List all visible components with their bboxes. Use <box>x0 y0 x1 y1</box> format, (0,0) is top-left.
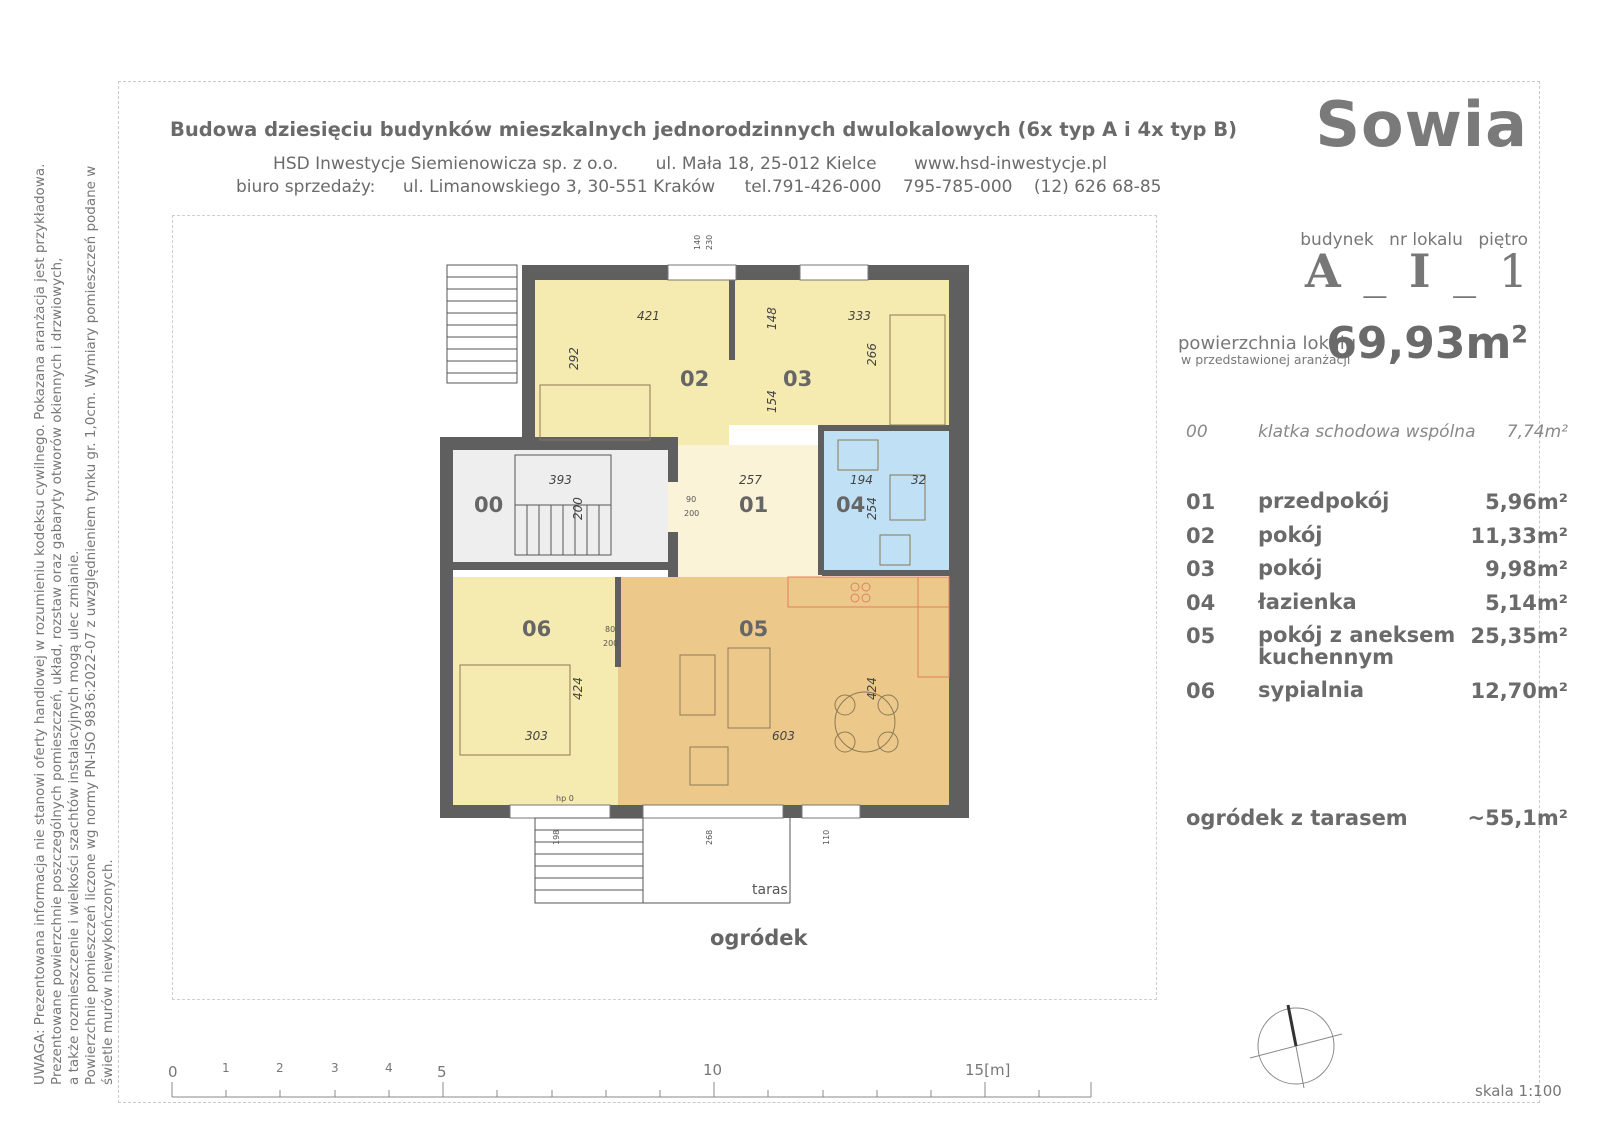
office-phone-1: tel.791-426-000 <box>744 177 882 197</box>
office-address: ul. Limanowskiego 3, 30-551 Kraków <box>402 177 716 197</box>
dimension-label: 424 <box>571 677 585 700</box>
room-number: 04 <box>1186 590 1216 615</box>
note-line: UWAGA: Prezentowana informacja nie stanowi oferty handlowej w rozumieniu kodeksu cywilnego. Pokazana aranżacja jest przykładowa. <box>32 163 48 1085</box>
door-size-label: 110 <box>822 829 831 845</box>
dimension-label: 266 <box>865 343 879 366</box>
brand-title: Sowia <box>1315 88 1528 161</box>
common-room-label: klatka schodowa wspólna <box>1258 422 1476 442</box>
dimension-label: 148 <box>765 307 779 330</box>
plan-room-label: 05 <box>739 617 769 641</box>
room-area: 11,33m² <box>1470 523 1568 548</box>
building-label: budynek <box>1300 230 1374 250</box>
dimension-label: 303 <box>525 729 548 743</box>
dimension-label: 154 <box>765 390 779 413</box>
building-value: A <box>1304 244 1345 298</box>
door-size-label: 268 <box>705 829 714 845</box>
unit-number-label: nr lokalu <box>1389 230 1463 250</box>
door-size-label: 200 <box>603 639 619 648</box>
separator-2: _ <box>1453 244 1481 298</box>
scale-tick-label: 15[m] <box>965 1061 1011 1079</box>
door-size-label: 198 <box>552 829 561 845</box>
company-address: ul. Mała 18, 25-012 Kielce <box>655 154 877 174</box>
plan-room-label: 06 <box>522 617 552 641</box>
scale-label: skala 1:100 <box>1475 1082 1562 1100</box>
common-room-number: 00 <box>1186 422 1208 442</box>
area-label: powierzchnia lokalu <box>1178 333 1357 354</box>
dimension-label: 257 <box>739 473 762 487</box>
dimension-label: 393 <box>549 473 572 487</box>
scale-tick-label: 10 <box>703 1061 723 1079</box>
room-label: pokój <box>1258 556 1323 580</box>
dimension-label: 333 <box>848 309 871 323</box>
dimension-label: 200 <box>571 497 585 520</box>
note-line: Powierzchnie pomieszczeń liczone wg normy PN-ISO 9836:2022-07 z uwzględnieniem tynku gr. 1,0cm. Wymiary pomieszczeń podane w <box>83 165 99 1085</box>
area-number: 69,93m <box>1326 318 1512 369</box>
plan-room-label: 02 <box>680 367 710 391</box>
scale-tick-label: 5 <box>437 1063 447 1081</box>
company-website[interactable]: www.hsd-inwestycje.pl <box>913 154 1107 174</box>
room-05-fill <box>618 577 949 805</box>
scale-tick-label: 4 <box>385 1061 393 1075</box>
garden-plan-label: ogródek <box>710 926 808 950</box>
scale-tick-label: 3 <box>331 1061 339 1075</box>
exterior-stair-top <box>447 265 517 383</box>
plan-room-label: 00 <box>474 493 504 517</box>
garden-area: ~55,1m² <box>1467 806 1568 830</box>
common-room-area: 7,74m² <box>1506 422 1568 442</box>
room-number: 06 <box>1186 679 1216 703</box>
unit-number-value: I <box>1408 244 1435 298</box>
floor-label: piętro <box>1478 230 1528 250</box>
room-label: pokój <box>1258 522 1323 547</box>
room-area: 12,70m² <box>1470 679 1568 703</box>
room-area: 5,96m² <box>1485 490 1568 514</box>
door-size-label: 200 <box>684 509 700 518</box>
room-02-fill <box>535 280 729 445</box>
door-size-label: 230 <box>705 234 714 250</box>
separator-1: _ <box>1363 244 1391 298</box>
scale-tick-label: 2 <box>276 1061 284 1075</box>
dimension-label: 292 <box>567 347 581 370</box>
window-sill-label: hp 0 <box>556 794 574 803</box>
room-area: 25,35m² <box>1470 624 1568 648</box>
company-name: HSD Inwestycje Siemienowicza sp. z o.o. <box>273 154 619 174</box>
room-label: pokój z aneksem kuchennym <box>1258 623 1456 669</box>
area-sublabel: w przedstawionej aranżacji <box>1181 352 1351 367</box>
office-phone-3: (12) 626 68-85 <box>1033 177 1162 197</box>
room-06-fill <box>452 577 618 805</box>
room-area: 9,98m² <box>1485 557 1568 581</box>
door-size-label: 80 <box>605 625 616 634</box>
note-line: a także rozmieszczenie i wielkości szachtów instalacyjnych mogą ulec zmianie. <box>66 550 82 1085</box>
scale-tick-label: 1 <box>222 1061 230 1075</box>
scale-tick-label: 0 <box>168 1063 178 1081</box>
room-area: 5,14m² <box>1485 590 1568 615</box>
plan-room-label: 03 <box>783 367 813 391</box>
garden-label: ogródek z tarasem <box>1186 806 1408 830</box>
plan-room-label: 01 <box>739 493 769 517</box>
room-number: 05 <box>1186 624 1216 648</box>
room-number: 01 <box>1186 490 1216 514</box>
office-phone-2: 795-785-000 <box>902 177 1013 197</box>
room-03-fill <box>729 280 949 425</box>
note-line: świetle murów niewykończonych. <box>100 859 116 1085</box>
dimension-label: 603 <box>772 729 795 743</box>
floor-value: 1 <box>1498 244 1532 298</box>
room-label: przedpokój <box>1258 489 1390 513</box>
room-number: 03 <box>1186 557 1216 581</box>
note-line: Prezentowane powierzchnie poszczególnych pomieszczeń, układ, rozstaw oraz gabaryty otworów okiennych i drzwiowych, <box>49 257 65 1085</box>
door-size-label: 140 <box>693 234 702 250</box>
dimension-label: 424 <box>865 677 879 700</box>
dimension-label: 254 <box>865 497 879 520</box>
area-unit-sup: 2 <box>1511 320 1528 349</box>
project-title: Budowa dziesięciu budynków mieszkalnych jednorodzinnych dwulokalowych (6x typ A i 4x typ B) <box>170 118 1237 141</box>
terrace-label: taras <box>752 882 788 898</box>
scale-bar <box>172 1082 1091 1097</box>
plan-room-label: 04 <box>836 493 866 517</box>
north-arrow-icon <box>1250 1005 1342 1088</box>
room-number: 02 <box>1186 523 1216 548</box>
office-label: biuro sprzedaży: <box>236 177 376 197</box>
dimension-label: 32 <box>911 473 927 487</box>
room-label: sypialnia <box>1258 678 1365 702</box>
dimension-label: 421 <box>637 309 660 323</box>
dimension-label: 194 <box>850 473 873 487</box>
room-label: łazienka <box>1258 589 1357 614</box>
door-size-label: 90 <box>686 495 697 504</box>
